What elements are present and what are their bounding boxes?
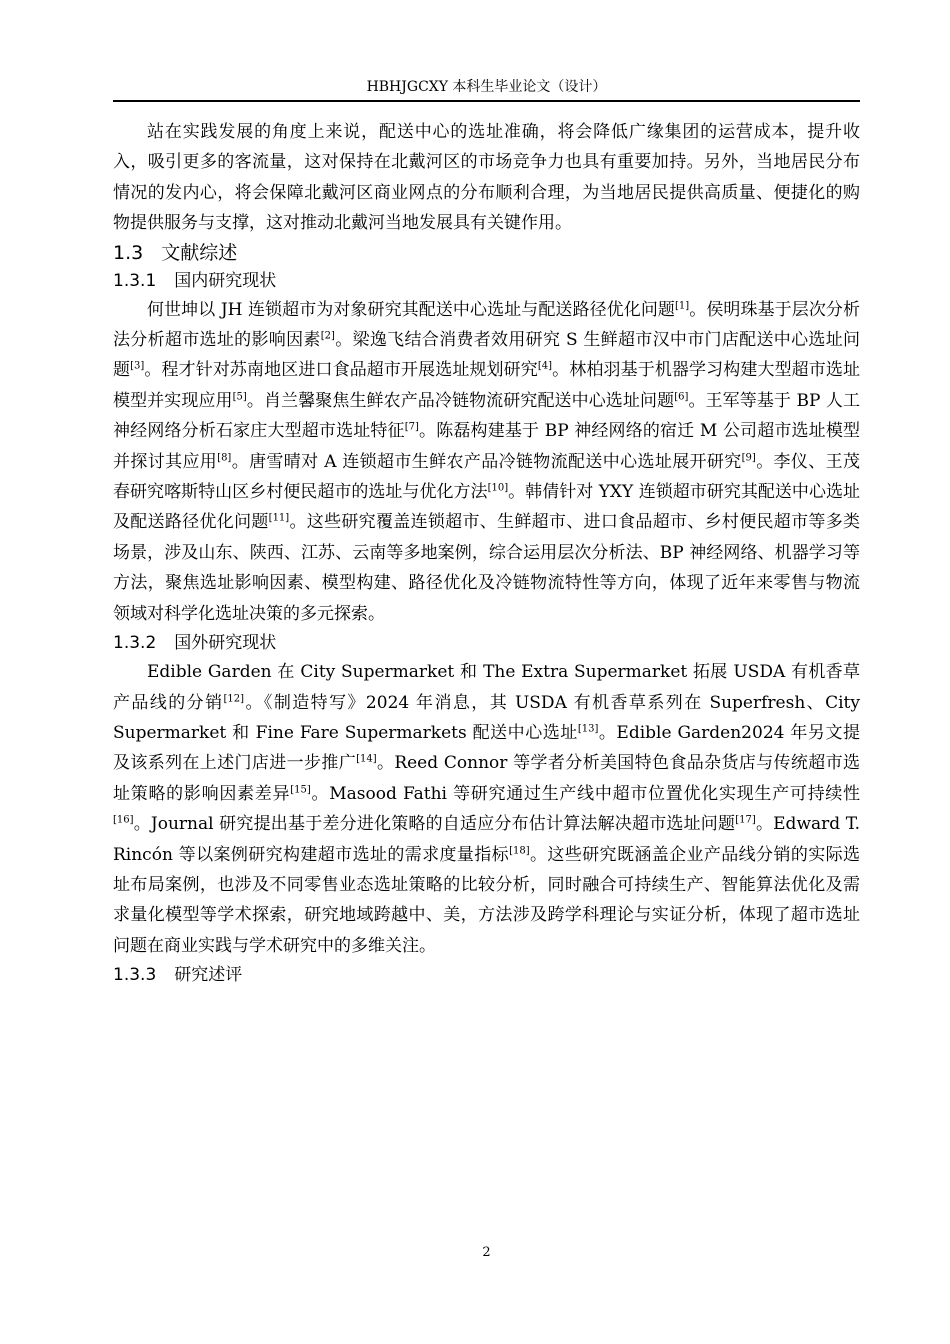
citation-ref: [16] xyxy=(113,814,134,826)
section-number: 1.3 xyxy=(113,241,144,264)
text-segment: 。这些研究既涵盖企业产品线分销的实际选址布局案例，也涉及不同零售业态选址策略的比较分析，同时融合可持续生产、智能算法优化及需求量化模型等学术探索，研究地域跨越中、美，方法涉及跨学科理论与实证分析，体现了超市选址问题在商业实践与学术研究中的多维关注。 xyxy=(113,844,861,956)
citation-ref: [8] xyxy=(217,452,232,463)
subsection-title: 国外研究现状 xyxy=(174,633,277,654)
text-segment: 。侯明珠基于层次分析法分析超市选址的影响因素 xyxy=(113,299,860,351)
text-segment: 。《制造特写》2024 年消息，其 USDA 有机香草系列在 Superfresh、City Supermarket 和 Fine Fare Supermarkets 配送中心选址 xyxy=(113,692,860,743)
citation-ref: [7] xyxy=(404,421,419,433)
section-heading-1-3 xyxy=(113,239,860,267)
subsection-title: 研究述评 xyxy=(174,965,243,986)
citation-ref: [12] xyxy=(223,692,245,704)
text-segment: 。Edible Garden2024 年另文提及该系列在上述门店进一步推广 xyxy=(113,722,860,774)
text-segment: 。这些研究覆盖连锁超市、生鲜超市、进口食品超市、乡村便民超市等多类场景，涉及山东、陕西、江苏、云南等多地案例，综合运用层次分析法、BP 神经网络、机器学习等方法，聚焦选址影响因素、模型构建、路径优化及冷链物流特性等方向，体现了近年来零售与物流领域对科学化选址决策的多元探索。 xyxy=(113,512,860,624)
text-segment: 。梁逸飞结合消费者效用研究 S 生鲜超市汉中市门店配送中心选址问题 xyxy=(113,330,861,381)
citation-ref: [2] xyxy=(320,330,335,342)
intro-paragraph: 站在实践发展的角度上来说，配送中心的选址准确，将会降低广缘集团的运营成本，提升收入，吸引更多的客流量，这对保持在北戴河区的市场竞争力也具有重要加持。另外，当地居民分布情况的发内心，将会保障北戴河区商业网点的分布顺利合理，为当地居民提供高质量、便捷化的购物提供服务与支撑，这对推动北戴河当地发展具有关键作用。 xyxy=(113,122,860,234)
citation-ref: [17] xyxy=(735,814,756,826)
citation-ref: [15] xyxy=(290,784,311,796)
text-segment: 。李仪、王茂春研究喀斯特山区乡村便民超市的选址与优化方法 xyxy=(113,451,860,503)
subsection-number: 1.3.3 xyxy=(113,965,157,986)
page-body xyxy=(113,117,860,989)
citation-ref: [4] xyxy=(537,360,553,372)
subsection-heading-1-3-2 xyxy=(113,629,860,657)
subsection-title: 国内研究现状 xyxy=(174,270,277,291)
text-segment: 。肖兰馨聚焦生鲜农产品冷链物流研究配送中心选址问题 xyxy=(246,390,675,411)
subsection-number: 1.3.2 xyxy=(113,633,157,654)
citation-ref: [13] xyxy=(577,723,599,735)
citation-ref: [10] xyxy=(487,482,509,494)
citation-ref: [1] xyxy=(675,299,690,311)
text-segment: Edible Garden 在 City Supermarket 和 The Extra Supermarket 拓展 USDA 有机香草产品线的分销 xyxy=(113,662,860,713)
citation-ref: [11] xyxy=(268,512,290,524)
subsection-number: 1.3.1 xyxy=(113,270,157,291)
section-title: 文献综述 xyxy=(161,241,238,264)
text-segment: 何世坤以 JH 连锁超市为对象研究其配送中心选址与配送路径优化问题 xyxy=(147,299,675,320)
citation-ref: [9] xyxy=(741,452,756,463)
foreign-research-paragraph xyxy=(113,657,860,961)
text-segment: 。程才针对苏南地区进口食品超市开展选址规划研究 xyxy=(144,360,538,381)
header-rule xyxy=(113,100,860,102)
text-segment: 。韩倩针对 YXY 连锁超市研究其配送中心选址及配送路径优化问题 xyxy=(113,482,861,533)
citation-ref: [18] xyxy=(509,844,530,856)
text-segment: 。陈磊构建基于 BP 神经网络的宿迁 M 公司超市选址模型并探讨其应用 xyxy=(113,421,860,472)
citation-ref: [14] xyxy=(356,753,377,765)
subsection-heading-1-3-1 xyxy=(113,267,860,295)
subsection-heading-1-3-3 xyxy=(113,961,860,989)
text-segment: 。Reed Connor 等学者分析美国特色食品杂货店与传统超市选址策略的影响因素差异 xyxy=(113,753,860,804)
text-segment: 。Masood Fathi 等研究通过生产线中超市位置优化实现生产可持续性 xyxy=(310,783,861,804)
citation-ref: [3] xyxy=(130,360,145,372)
citation-ref: [6] xyxy=(674,391,689,403)
citation-ref: [5] xyxy=(232,391,247,403)
text-segment: 。Edward T. Rincón 等以案例研究构建超市选址的需求度量指标 xyxy=(113,814,860,865)
page-number: 2 xyxy=(482,1245,491,1260)
text-segment: 。王军等基于 BP 人工神经网络分析石家庄大型超市选址特征 xyxy=(113,390,861,442)
text-segment: 。林柏羽基于机器学习构建大型超市选址模型并实现应用 xyxy=(113,360,861,411)
domestic-research-paragraph xyxy=(113,295,860,629)
text-segment: 。Journal 研究提出基于差分进化策略的自适应分布估计算法解决超市选址问题 xyxy=(133,814,736,835)
running-header: HBHJGCXY 本科生毕业论文（设计） xyxy=(366,79,607,95)
text-segment: 。唐雪晴对 A 连锁超市生鲜农产品冷链物流配送中心选址展开研究 xyxy=(231,451,742,472)
